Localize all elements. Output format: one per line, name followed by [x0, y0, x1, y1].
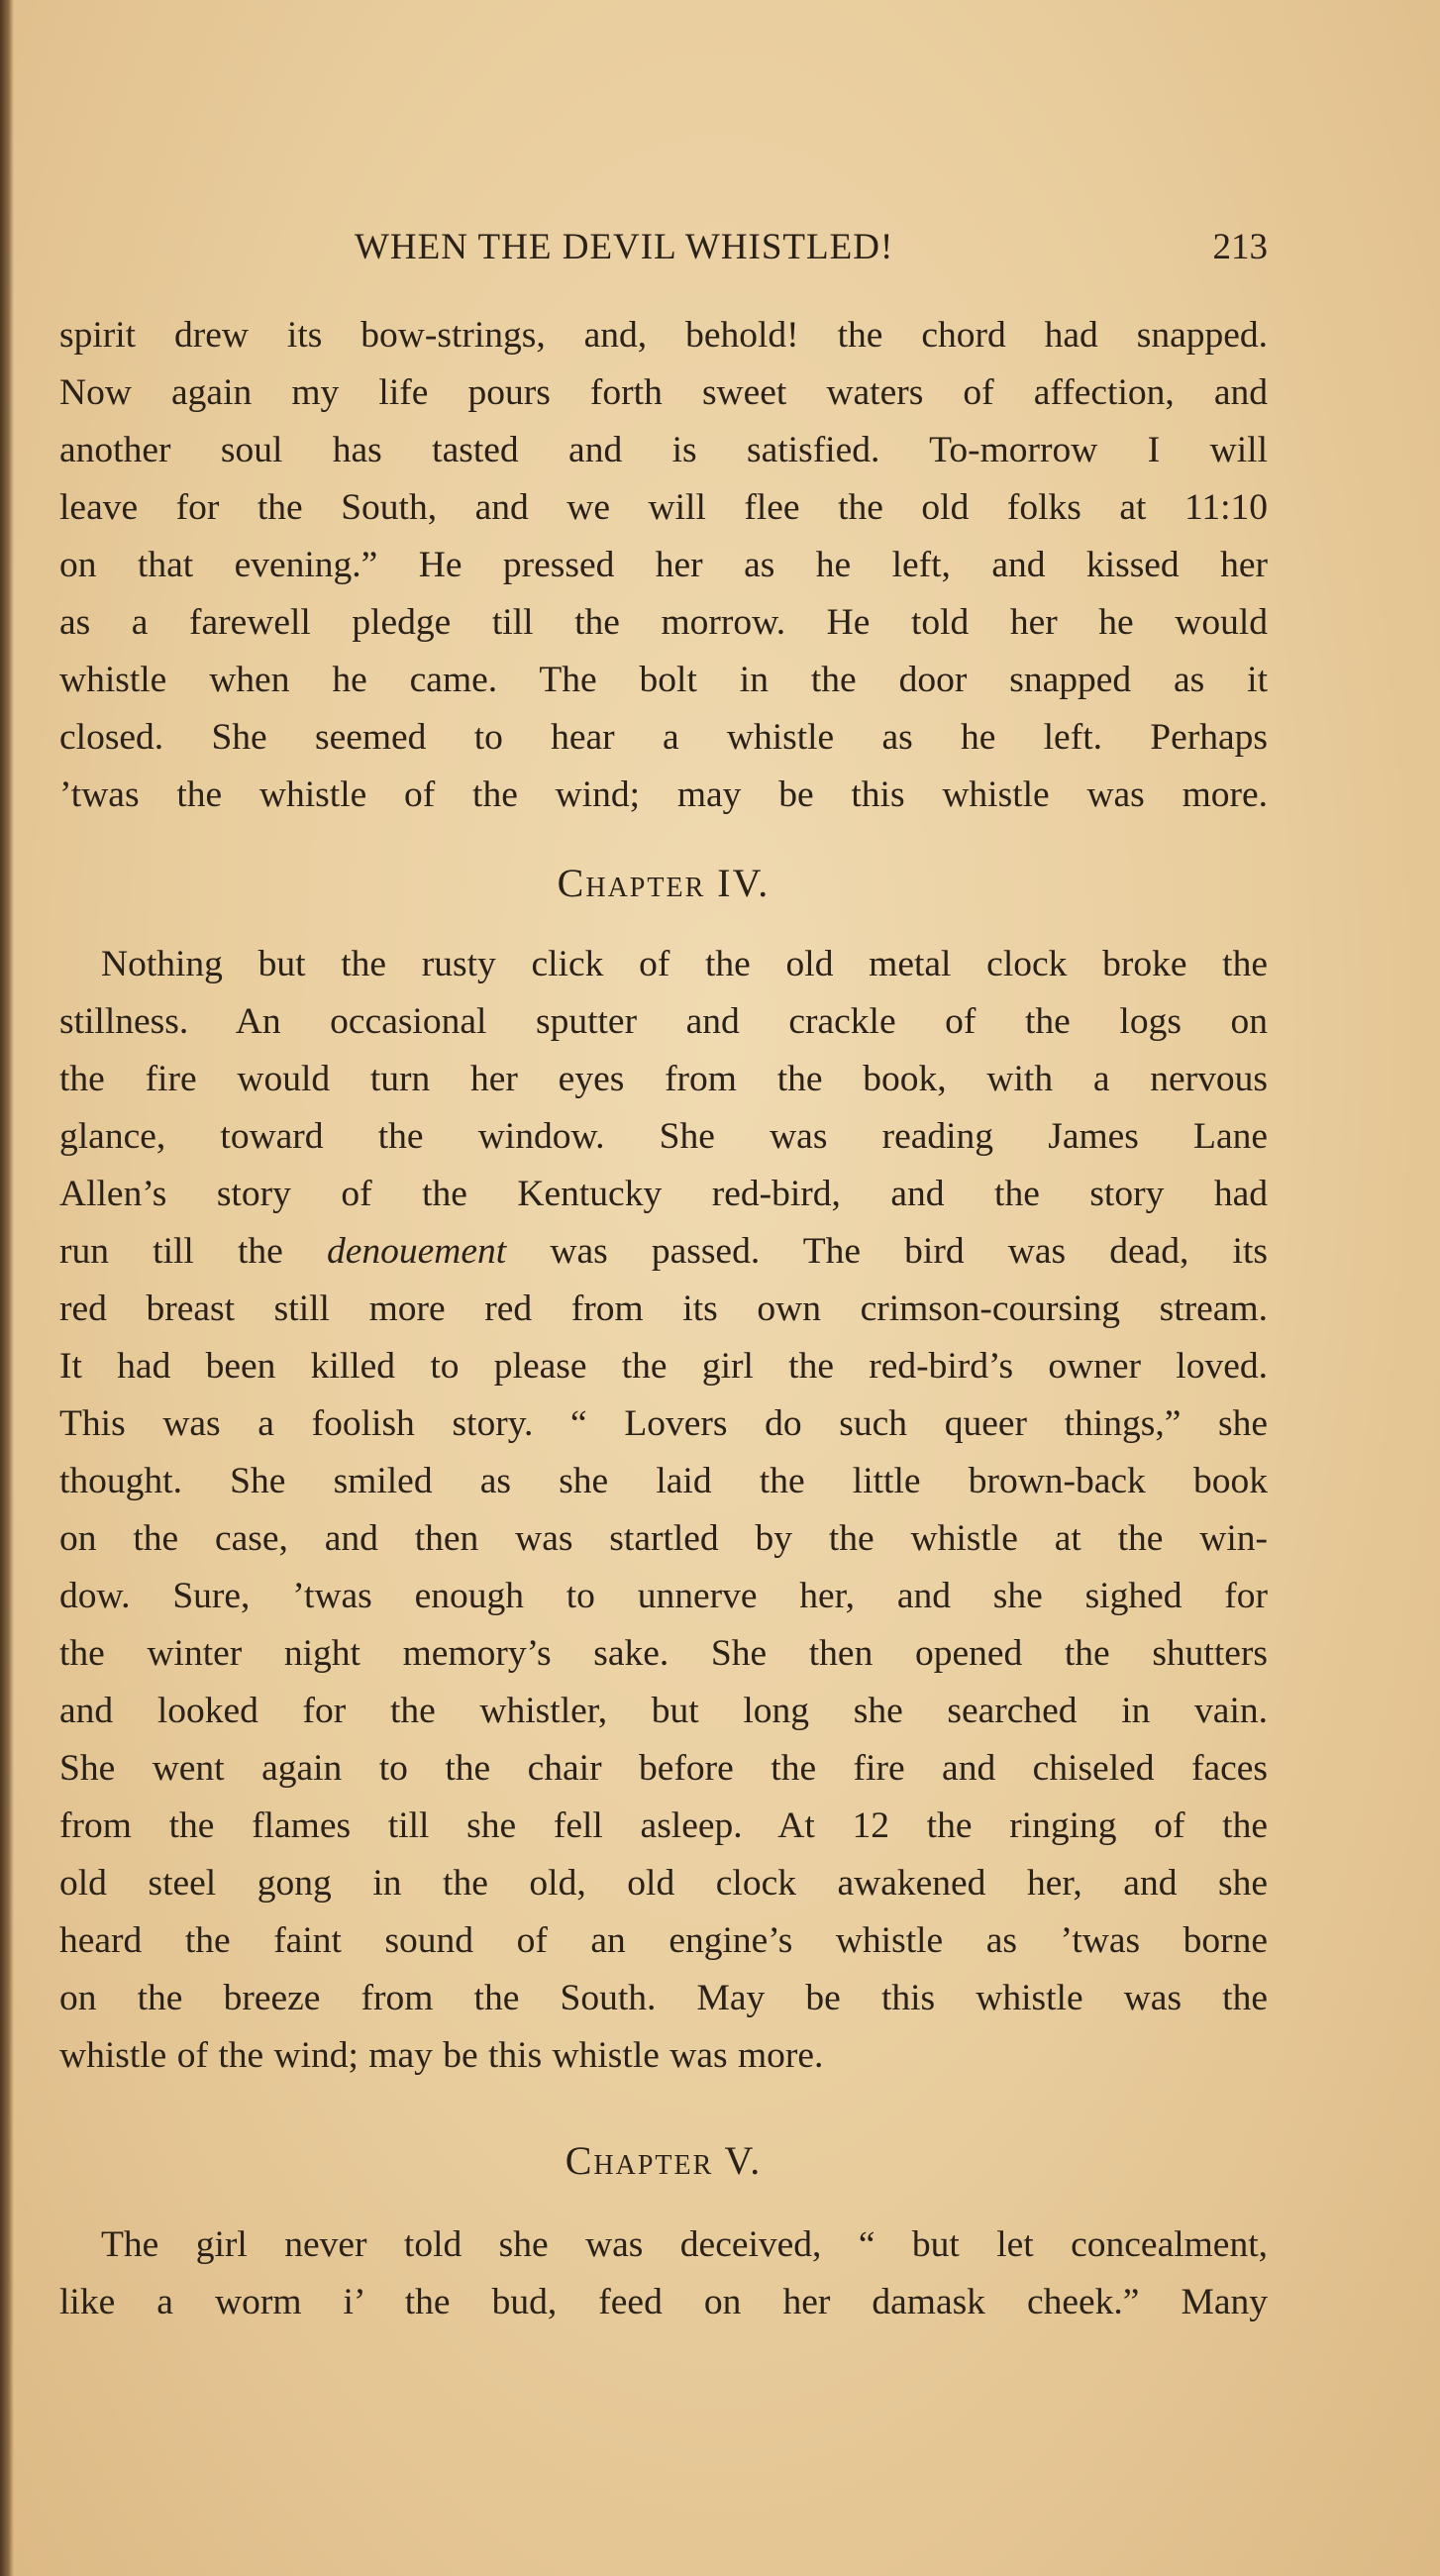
chapter-iv-heading: Chapter IV.: [557, 861, 771, 905]
text-line: whistle when he came. The bolt in the door snapped as it: [59, 660, 1268, 700]
text-line: as a farewell pledge till the morrow. He told her he would: [59, 602, 1268, 643]
text-line: heard the faint sound of an engine’s whistle as ’twas borne: [59, 1920, 1268, 1961]
page-header: [59, 226, 1268, 275]
text-line: Allen’s story of the Kentucky red-bird, and the story had: [59, 1174, 1268, 1214]
text-line: leave for the South, and we will flee the old folks at 11:10: [59, 487, 1268, 528]
text-line: from the flames till she fell asleep. At 12 the ringing of the: [59, 1805, 1268, 1846]
text-line: She went again to the chair before the fire and chiseled faces: [59, 1748, 1268, 1789]
text-line: glance, toward the window. She was reading James Lane: [59, 1116, 1268, 1157]
text-line: The girl never told she was deceived, “ but let concealment,: [101, 2224, 1268, 2265]
text-line: like a worm i’ the bud, feed on her damask cheek.” Many: [59, 2282, 1268, 2322]
text-fragment: was passed. The bird was dead, its: [506, 1231, 1268, 1272]
chapter-v-heading: Chapter V.: [565, 2138, 763, 2183]
text-line: dow. Sure, ’twas enough to unnerve her, and she sighed for: [59, 1576, 1268, 1616]
italic-word: denouement: [327, 1231, 507, 1272]
paragraph-1: [59, 307, 1268, 824]
text-line: the winter night memory’s sake. She then opened the shutters: [59, 1633, 1268, 1674]
text-line: another soul has tasted and is satisfied. To-morrow I will: [59, 430, 1268, 470]
text-line: old steel gong in the old, old clock awakened her, and she: [59, 1863, 1268, 1904]
text-line: red breast still more red from its own crimson-coursing stream.: [59, 1288, 1268, 1329]
text-line: on the case, and then was startled by the whistle at the win-: [59, 1518, 1268, 1559]
text-line: on that evening.” He pressed her as he left, and kissed her: [59, 545, 1268, 585]
text-line: Nothing but the rusty click of the old metal clock broke the: [101, 944, 1268, 984]
text-fragment: run till the: [59, 1231, 327, 1272]
text-line: and looked for the whistler, but long she searched in vain.: [59, 1691, 1268, 1731]
text-line: closed. She seemed to hear a whistle as he left. Perhaps: [59, 717, 1268, 758]
text-line: Now again my life pours forth sweet waters of affection, and: [59, 372, 1268, 413]
page-number: 213: [1212, 227, 1268, 267]
text-line: It had been killed to please the girl the red-bird’s owner loved.: [59, 1346, 1268, 1387]
text-line-with-italic: [59, 1223, 1268, 1281]
page-spine-shadow: [0, 0, 14, 2576]
text-line: the fire would turn her eyes from the book, with a nervous: [59, 1059, 1268, 1099]
text-line: spirit drew its bow-strings, and, behold! the chord had snapped.: [59, 315, 1268, 356]
text-line: thought. She smiled as she laid the little brown-back book: [59, 1461, 1268, 1501]
paragraph-2: [59, 936, 1268, 2085]
text-line: This was a foolish story. “ Lovers do such queer things,” she: [59, 1403, 1268, 1444]
text-line: stillness. An occasional sputter and crackle of the logs on: [59, 1001, 1268, 1042]
text-line: whistle of the wind; may be this whistle was more.: [59, 2035, 824, 2076]
text-line: ’twas the whistle of the wind; may be this whistle was more.: [59, 774, 1268, 815]
text-line: on the breeze from the South. May be this whistle was the: [59, 1978, 1268, 2018]
running-title: WHEN THE DEVIL WHISTLED!: [355, 227, 894, 267]
paragraph-3: [59, 2216, 1268, 2331]
